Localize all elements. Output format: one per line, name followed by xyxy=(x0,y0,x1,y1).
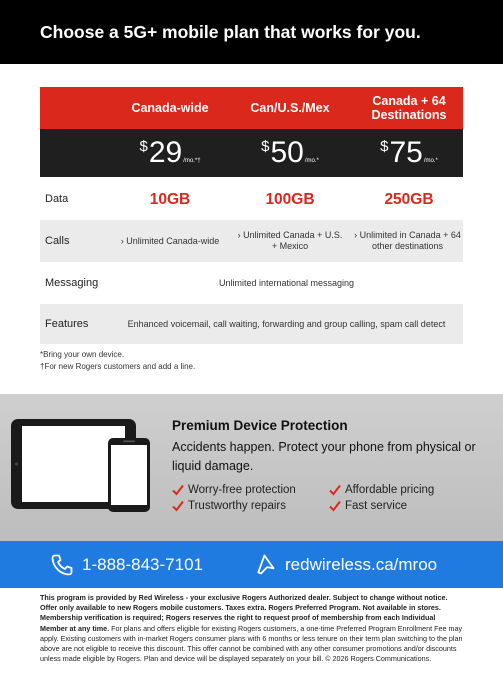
website-link[interactable] xyxy=(257,541,437,588)
calls-label: Calls xyxy=(45,235,70,247)
calls-value-can-us-mex: › Unlimited Canada + U.S. + Mexico xyxy=(237,230,343,251)
checkmark-icon xyxy=(172,500,184,512)
price-period: /mo.*† xyxy=(183,158,201,164)
calls-row xyxy=(40,220,463,262)
plan-price-can-us-mex xyxy=(235,129,345,177)
protection-title: Premium Device Protection xyxy=(172,418,348,433)
messaging-label: Messaging xyxy=(45,277,99,289)
protection-feature-label: Fast service xyxy=(345,500,407,512)
protection-feature-label: Worry-free protection xyxy=(188,484,296,496)
data-value-canada-64: 250GB xyxy=(384,190,434,208)
plan-price-canada-64 xyxy=(355,129,463,177)
calls-value-canada-wide: › Unlimited Canada-wide xyxy=(120,235,220,246)
plan-name-can-us-mex: Can/U.S./Mex xyxy=(250,101,330,115)
price-amount: 29 xyxy=(148,136,183,169)
footnote-new-customers: †For new Rogers customers and add a line. xyxy=(40,362,196,371)
checkmark-icon xyxy=(329,484,341,496)
messaging-value: Unlimited international messaging xyxy=(218,277,355,288)
protection-feature-label: Trustworthy repairs xyxy=(188,500,286,512)
cursor-icon xyxy=(257,553,277,577)
legal-bold-text: This program is provided by Red Wireless - your exclusive Rogers Authorized dealer. Subject to change without notice. Offer only available to new Rogers mobile customers. Taxes extra. Rogers Preferred Program. Not available in stores. Membership verification is required; Rogers reserves the right to request proof of membership from each Individual Member at any time. xyxy=(40,593,448,633)
price-currency: $ xyxy=(261,138,270,155)
phone-icon xyxy=(50,553,74,577)
messaging-row xyxy=(40,265,463,301)
price-currency: $ xyxy=(380,138,389,155)
plan-name-canada-wide: Canada-wide xyxy=(131,101,209,115)
page-header xyxy=(0,0,503,64)
features-value: Enhanced voicemail, call waiting, forwarding and group calling, spam call detect xyxy=(127,318,446,329)
calls-value-canada-64: › Unlimited in Canada + 64 other destinations xyxy=(354,230,461,251)
protection-feature-label: Affordable pricing xyxy=(345,484,435,496)
phone-link[interactable] xyxy=(50,541,203,588)
legal-regular-text: For plans and offers eligible for existing Rogers customers, a one-time Preferred Program Enrollment Fee may apply. Existing customers with in-market Rogers consumer plans with 6 months or less tenure on their term plan switching to the plan above are not eligible to receive this discount. This offer cannot be combined with any other consumer promotions and/or discounts unless made eligible by Rogers. Plan and device will be displayed separately on your bill. © 2026 Rogers Communications. xyxy=(40,623,463,664)
plan-name-canada-64: Canada + 64 Destinations xyxy=(371,94,447,122)
price-period: /mo.* xyxy=(423,158,438,164)
protection-text: Accidents happen. Protect your phone from physical or liquid damage. xyxy=(172,440,476,473)
protection-feature xyxy=(172,484,296,496)
price-amount: 75 xyxy=(389,136,423,169)
price-row xyxy=(40,129,463,177)
price-amount: 50 xyxy=(270,136,304,169)
price-currency: $ xyxy=(139,138,148,155)
protection-feature xyxy=(329,484,434,496)
protection-feature xyxy=(329,500,407,512)
checkmark-icon xyxy=(172,484,184,496)
features-label: Features xyxy=(45,318,89,330)
footnote-byod: *Bring your own device. xyxy=(40,350,125,359)
contact-bar xyxy=(0,541,503,588)
data-label: Data xyxy=(45,193,69,205)
protection-feature xyxy=(172,500,286,512)
data-value-can-us-mex: 100GB xyxy=(265,190,315,208)
page-title: Choose a 5G+ mobile plan that works for you. xyxy=(40,22,421,42)
plan-price-canada-wide xyxy=(120,129,220,177)
data-row xyxy=(40,181,463,217)
phone-icon xyxy=(107,437,151,513)
data-value-canada-wide: 10GB xyxy=(149,190,191,208)
features-row xyxy=(40,304,463,344)
phone-number: 1-888-843-7101 xyxy=(82,554,203,574)
plan-header-row xyxy=(40,87,463,129)
website-url: redwireless.ca/mroo xyxy=(285,554,438,574)
checkmark-icon xyxy=(329,500,341,512)
price-period: /mo.* xyxy=(304,158,319,164)
legal-disclaimer xyxy=(40,593,463,664)
